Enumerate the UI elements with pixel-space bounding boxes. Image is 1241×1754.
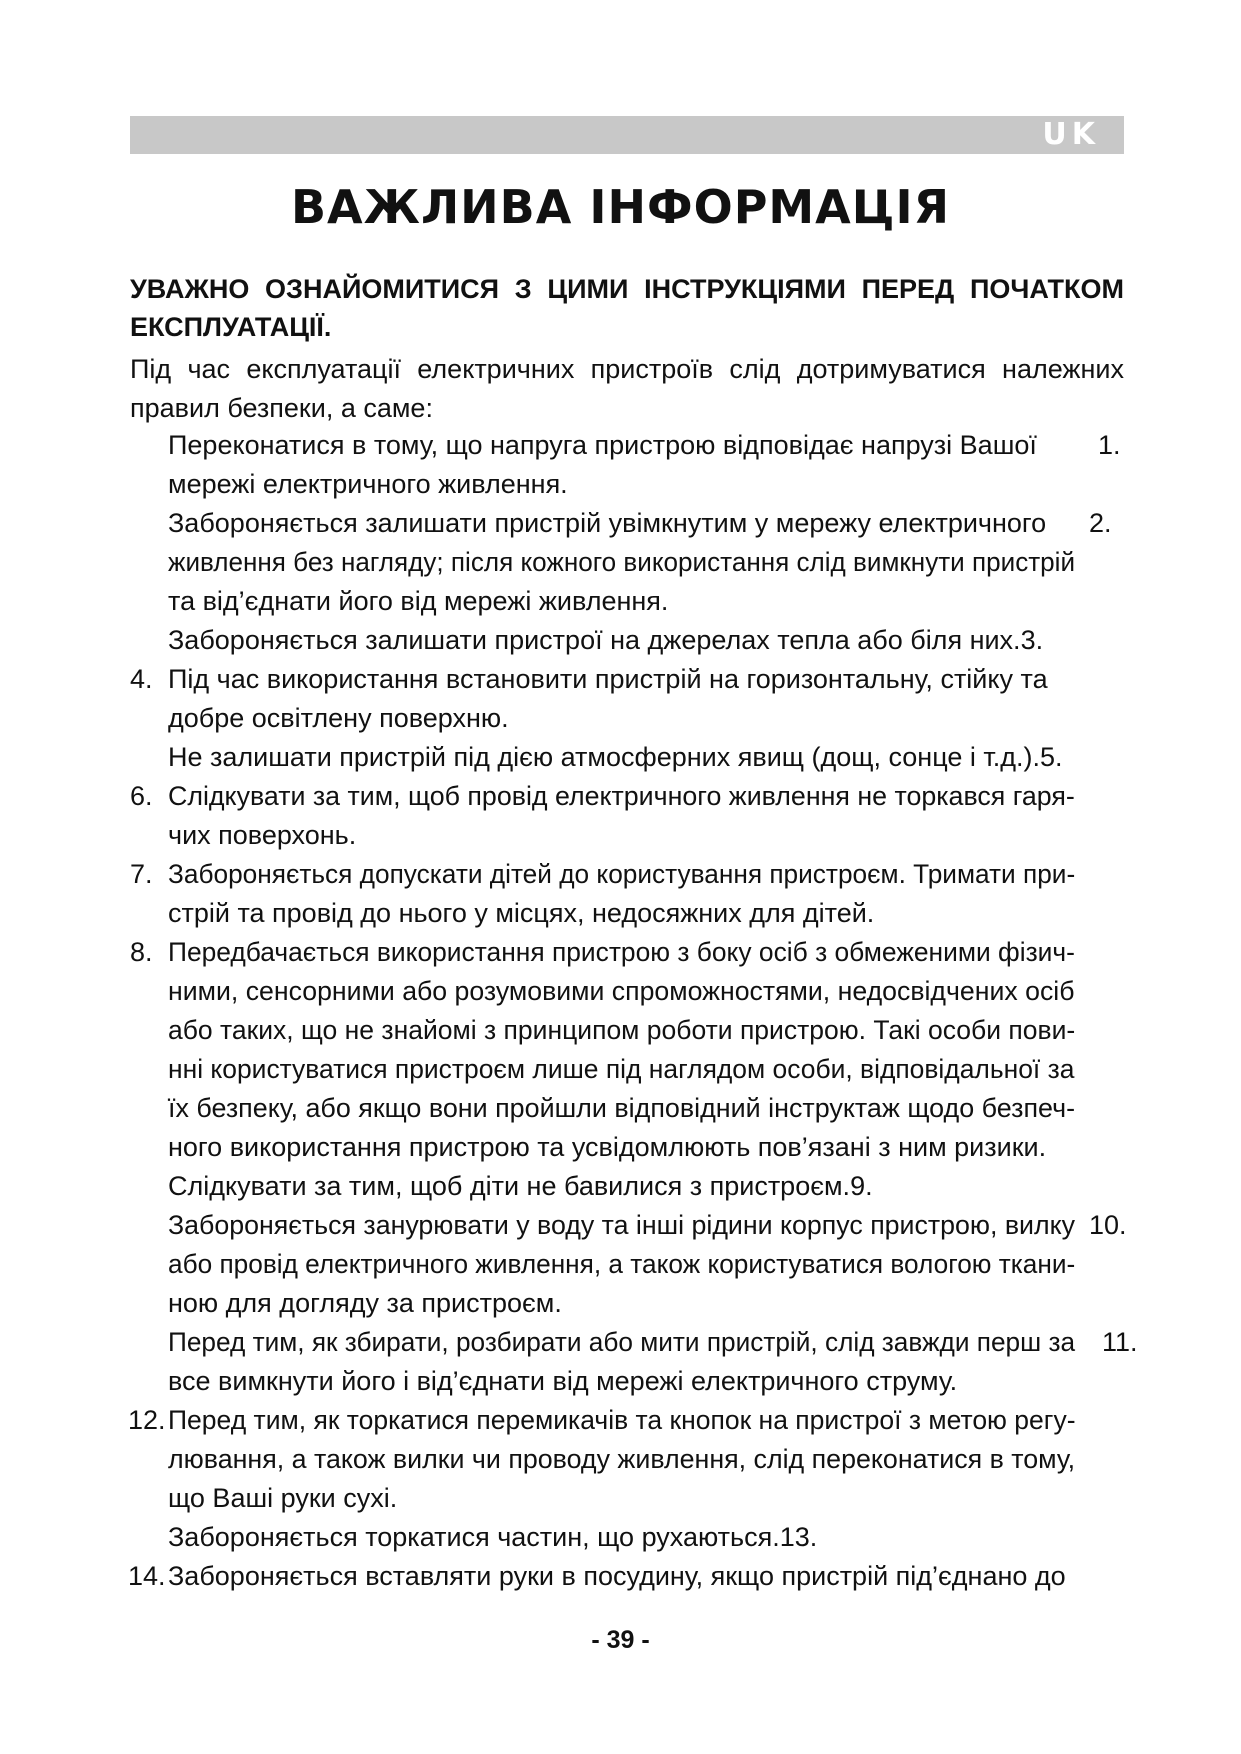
item-6-number: 6. [130, 781, 153, 811]
item-5-text: Не залишати пристрій під дією атмосферних явищ (дощ, сонце і т.д.). [168, 742, 1041, 772]
item-9-number: 9. [850, 1171, 873, 1201]
warning-heading: УВАЖНО ОЗНАЙОМИТИСЯ З ЦИМИ ІНСТРУКЦІЯМИ ПЕРЕД ПОЧАТКОМ ЕКСПЛУАТАЦІЇ. [130, 274, 1124, 342]
item-8-line-1: Передбачається використання пристрою з боку осіб з обмеженими фізич- [168, 937, 1075, 967]
item-1-line-1: Переконатися в тому, що напруга пристрою відповідає напрузі Вашої [168, 430, 1037, 460]
item-8-line-6: ного використання пристрою та усвідомлюють пов’язані з ним ризики. [168, 1132, 1047, 1162]
page-title: ВАЖЛИВА ІНФОРМАЦІЯ [291, 180, 950, 234]
item-4-line-1: Під час використання встановити пристрій на горизонтальну, стійку та [168, 664, 1048, 694]
item-2-line-1: Забороняється залишати пристрій увімкнутим у мережу електричного [168, 508, 1047, 538]
intro-paragraph: Під час експлуатації електричних пристроїв слід дотримуватися належних правил безпеки, а саме: [130, 354, 1124, 423]
item-7-line-2: стрій та провід до нього у місцях, недосяжних для дітей. [168, 898, 875, 928]
item-9-text: Слідкувати за тим, щоб діти не бавилися з пристроєм. [168, 1171, 851, 1201]
item-10-line-3: ною для догляду за пристроєм. [168, 1288, 562, 1318]
item-4-number: 4. [130, 664, 153, 694]
item-10-line-1: Забороняється занурювати у воду та інші рідини корпус пристрою, вилку [168, 1210, 1075, 1240]
item-7-line-1: Забороняється допускати дітей до користування пристроєм. Тримати при- [168, 859, 1076, 889]
item-8-number: 8. [130, 937, 153, 967]
language-code: UK [1042, 117, 1100, 152]
item-3-number: 3. [1020, 625, 1044, 655]
page-number: - 39 - [591, 1626, 650, 1654]
item-11-line-2: все вимкнути його і від’єднати від мережі електричного струму. [168, 1366, 958, 1396]
item-8-line-3: або таких, що не знайомі з принципом роботи пристрою. Такі особи пови- [168, 1015, 1076, 1045]
item-3-text: Забороняється залишати пристрої на джерелах тепла або біля них. [168, 625, 1021, 655]
item-14-number: 14. [128, 1561, 166, 1591]
item-13-text: Забороняється торкатися частин, що рухаються. [168, 1522, 780, 1552]
item-10-line-2: або провід електричного живлення, а також користуватися вологою ткани- [168, 1249, 1076, 1279]
item-8-line-2: ними, сенсорними або розумовими спроможностями, недосвідчених осіб [168, 976, 1075, 1006]
item-13-number: 13. [779, 1522, 818, 1552]
item-5-line-1 [168, 738, 1063, 777]
item-6-line-1: Слідкувати за тим, щоб провід електричного живлення не торкався гаря- [168, 781, 1075, 811]
item-9-line-1 [168, 1167, 873, 1206]
language-bar [130, 116, 1124, 154]
item-12-line-3: що Ваші руки сухі. [168, 1483, 398, 1513]
item-13-line-1 [168, 1518, 817, 1557]
item-5-number: 5. [1040, 742, 1063, 772]
item-2-line-2: живлення без нагляду; після кожного використання слід вимкнути пристрій [168, 547, 1076, 577]
item-12-number: 12. [128, 1405, 166, 1435]
item-8-line-4: нні користуватися пристроєм лише під наглядом особи, відповідальної за [168, 1054, 1075, 1084]
item-1-line-2: мережі електричного живлення. [168, 469, 568, 499]
item-12-line-1: Перед тим, як торкатися перемикачів та кнопок на пристрої з метою регу- [168, 1405, 1076, 1435]
item-14-line-1: Забороняється вставляти руки в посудину, якщо пристрій під’єднано до [168, 1561, 1066, 1591]
item-2-line-3: та від’єднати його від мережі живлення. [168, 586, 669, 616]
item-10-number: 10. [1089, 1210, 1127, 1240]
item-8-line-5: їх безпеку, або якщо вони пройшли відповідний інструктаж щодо безпеч- [168, 1093, 1076, 1123]
item-12-line-2: лювання, а також вилки чи проводу живлення, слід переконатися в тому, [168, 1444, 1076, 1474]
item-1-number: 1. [1098, 430, 1121, 460]
item-11-line-1: Перед тим, як збирати, розбирати або мити пристрій, слід завжди перш за [168, 1327, 1076, 1357]
item-4-line-2: добре освітлену поверхню. [168, 703, 509, 733]
item-2-number: 2. [1089, 508, 1112, 538]
item-11-number: 11. [1102, 1327, 1138, 1357]
item-7-number: 7. [130, 859, 153, 889]
item-6-line-2: чих поверхонь. [168, 820, 357, 850]
item-3-line-1 [168, 621, 1043, 660]
